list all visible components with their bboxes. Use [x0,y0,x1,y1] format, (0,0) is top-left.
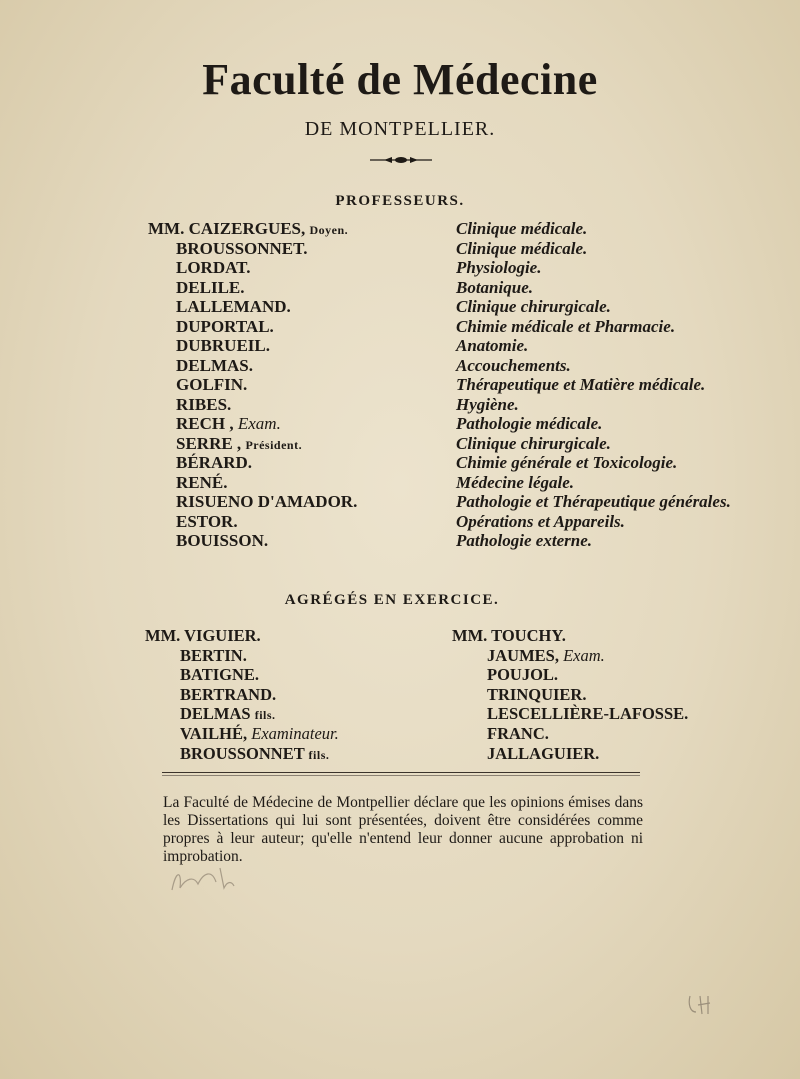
agrege-row [145,626,339,646]
agrege-name: BROUSSONNET [180,743,309,763]
chair-label: Physiologie. [456,258,542,277]
professeur-name: LALLEMAND. [176,297,291,316]
professeur-name: RISUENO D'AMADOR. [176,492,358,511]
agrege-name: POUJOL. [487,665,559,685]
chair-label: Pathologie externe. [456,531,592,550]
chair-label: Clinique médicale. [456,219,588,238]
agrege-suffix: Examinateur. [251,723,339,743]
agrege-name: TRINQUIER. [487,684,587,704]
agrege-name: BERTIN. [180,645,247,665]
professeur-row [148,317,357,337]
chair-label: Anatomie. [456,336,529,355]
chair-label: Hygiène. [456,394,519,414]
chair-label: Accouchements. [456,355,571,375]
professeurs-names [148,219,357,551]
professeur-row [148,492,357,512]
professeur-name: DELILE. [176,277,245,297]
professeur-row [148,258,357,278]
chair-label: Chimie générale et Toxicologie. [456,453,678,472]
professeur-name: BROUSSONNET. [176,238,308,258]
agrege-row [452,626,688,646]
professeur-role: Exam. [237,414,281,433]
professeur-row [148,356,357,376]
chair-label: Opérations et Appareils. [456,511,625,531]
mm-prefix: MM. [145,626,181,645]
professeur-row [148,512,357,532]
chair-label: Pathologie médicale. [456,414,603,433]
disclaimer-paragraph: La Faculté de Médecine de Montpellier déclare que les opinions émises dans les Dissertations qui lui sont présentées, doivent être considérées comme propres à leur auteur; qu'elle n'entend leur donner aucune approbation ni improbation. [163,794,643,865]
separator-rule-thin [162,775,640,776]
agreges-right-list [452,626,688,763]
agrege-row [452,665,688,685]
agreges-left-list [145,626,339,763]
professeur-name: RECH , [176,414,238,433]
agrege-row [452,704,688,724]
agrege-suffix: fils. [254,708,276,723]
agrege-name: LESCELLIÈRE-LAFOSSE. [487,704,689,724]
agrege-row [452,646,688,666]
mm-prefix: MM. [148,219,185,238]
page-title: Faculté de Médecine [202,55,598,104]
ornament-divider [370,156,432,164]
mm-prefix: MM. [452,626,488,645]
professeur-row [148,414,357,434]
agrege-name: VAILHÉ, [180,723,252,743]
professeur-name: DELMAS. [176,355,253,375]
professeur-role: Président. [245,437,303,452]
agrege-suffix: fils. [308,747,330,762]
chair-label: Clinique chirurgicale. [456,297,611,316]
professeur-row [148,239,357,259]
professeur-name: ESTOR. [176,511,238,531]
agrege-row [145,704,339,724]
professeur-row [148,434,357,454]
agrege-row [452,685,688,705]
agrege-name: DELMAS [180,704,255,724]
professeurs-heading: PROFESSEURS. [335,193,465,209]
professeur-name: SERRE , [176,433,246,453]
professeur-row [148,278,357,298]
chair-label: Clinique médicale. [456,238,588,258]
professeur-row [148,336,357,356]
page-subtitle: DE MONTPELLIER. [304,118,496,140]
pencil-mark [686,992,716,1018]
professeur-row [148,531,357,551]
agrege-row [145,744,339,764]
agrege-row [452,744,688,764]
professeur-name: CAIZERGUES, [188,219,310,238]
chair-label: Chimie médicale et Pharmacie. [456,316,676,336]
agrege-row [452,724,688,744]
professeur-name: LORDAT. [176,258,251,277]
professeur-role: Doyen. [309,223,349,237]
agrege-name: BERTRAND. [180,684,277,704]
professeur-row [148,375,357,395]
chair-label: Clinique chirurgicale. [456,433,611,453]
professeur-row [148,395,357,415]
chair-label: Thérapeutique et Matière médicale. [456,375,706,394]
agrege-name: JAUMES, [487,645,564,665]
agreges-heading: AGRÉGÉS EN EXERCICE. [284,592,500,608]
agrege-row [145,665,339,685]
professeurs-chairs [456,219,731,551]
agrege-name: VIGUIER. [184,626,261,645]
professeur-name: RENÉ. [176,472,228,492]
chair-label: Botanique. [456,277,533,297]
agrege-name: JALLAGUIER. [487,743,600,763]
agrege-name: FRANC. [487,723,549,743]
agrege-row [145,724,339,744]
agrege-row [145,685,339,705]
chair-label: Médecine légale. [456,472,575,492]
agrege-name: BATIGNE. [180,665,260,685]
pencil-scribble [168,860,258,900]
professeur-name: RIBES. [176,394,232,414]
chair-label: Pathologie et Thérapeutique générales. [456,492,731,511]
professeur-row [148,453,357,473]
agrege-suffix: Exam. [563,645,605,665]
professeur-name: DUBRUEIL. [176,336,270,355]
professeur-row [148,473,357,493]
professeur-name: GOLFIN. [176,375,248,394]
agrege-row [145,646,339,666]
professeur-row [148,297,357,317]
agrege-name: TOUCHY. [491,626,566,645]
professeur-name: DUPORTAL. [176,316,274,336]
professeur-name: BOUISSON. [176,531,269,550]
professeur-name: BÉRARD. [176,453,253,472]
separator-rule [162,772,640,773]
professeur-row [148,219,357,239]
